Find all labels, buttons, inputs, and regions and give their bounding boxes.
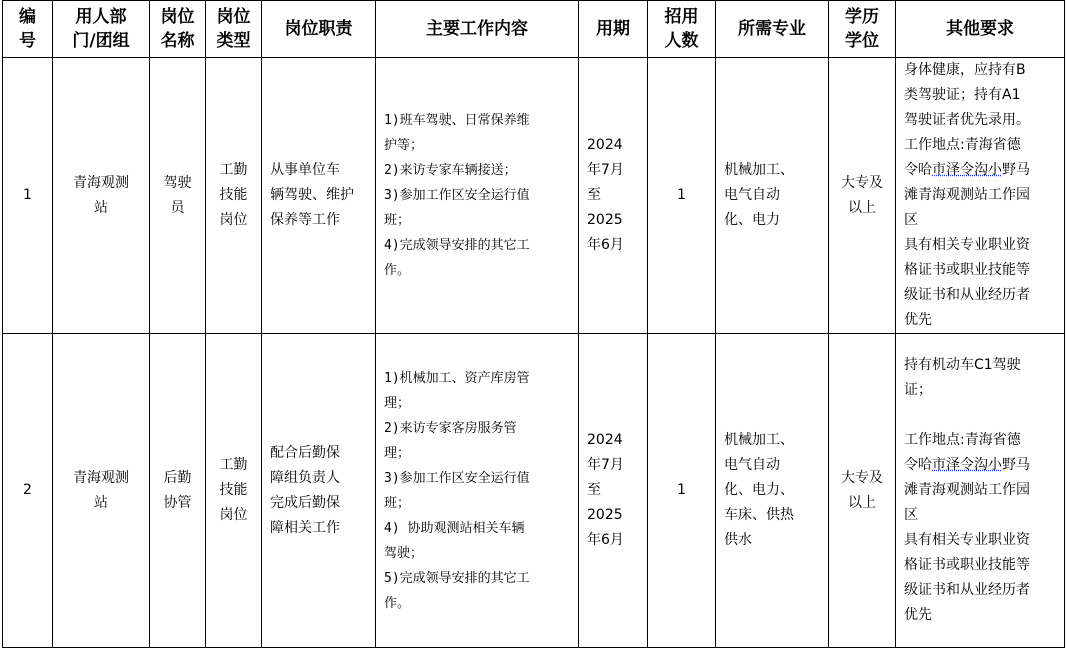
cell-duty: 从事单位车 辆驾驶、维护 保养等工作 [262, 58, 376, 334]
cell-major: 机械加工、 电气自动 化、电力 [716, 58, 829, 334]
cell-dept: 青海观测 站 [53, 58, 150, 334]
header-duty: 岗位职责 [262, 1, 376, 58]
cell-type: 工勤 技能 岗位 [206, 58, 262, 334]
cell-degree: 大专及 以上 [829, 334, 896, 648]
cell-duty: 配合后勤保 障组负责人 完成后勤保 障相关工作 [262, 334, 376, 648]
header-degree: 学历 学位 [829, 1, 896, 58]
cell-major: 机械加工、 电气自动 化、电力、 车床、供热 供水 [716, 334, 829, 648]
header-other: 其他要求 [896, 1, 1065, 58]
cell-id: 1 [3, 58, 53, 334]
header-period: 用期 [579, 1, 648, 58]
work-location-line: 令哈市泽令沟小野马 [904, 457, 1030, 473]
table-row [3, 334, 1065, 648]
job-table [2, 0, 1065, 648]
cell-degree: 大专及 以上 [829, 58, 896, 334]
header-type: 岗位 类型 [206, 1, 262, 58]
header-position: 岗位 名称 [150, 1, 206, 58]
cell-period: 2024 年7月 至 2025 年6月 [579, 334, 648, 648]
header-row [3, 1, 1065, 58]
cell-position: 驾驶 员 [150, 58, 206, 334]
cell-count: 1 [648, 58, 716, 334]
cell-id: 2 [3, 334, 53, 648]
header-id: 编 号 [3, 1, 53, 58]
header-count: 招用 人数 [648, 1, 716, 58]
cell-count: 1 [648, 334, 716, 648]
header-work: 主要工作内容 [376, 1, 579, 58]
cell-work: 1)班车驾驶、日常保养维 护等； 2)来访专家车辆接送； 3)参加工作区安全运行值 班； 4)完成领导安排的其它工 作。 [376, 58, 579, 334]
cell-dept: 青海观测 站 [53, 334, 150, 648]
cell-period: 2024 年7月 至 2025 年6月 [579, 58, 648, 334]
cell-other: 持有机动车C1驾驶 证； 工作地点:青海省德 令哈市泽令沟小野马 滩青海观测站工作园 区 具有相关专业职业资 格证书或职业技能等 级证书和从业经历者 优先 [896, 334, 1065, 648]
cell-type: 工勤 技能 岗位 [206, 334, 262, 648]
cell-position: 后勤 协管 [150, 334, 206, 648]
cell-other: 身体健康，应持有B 类驾驶证；持有A1 驾驶证者优先录用。 工作地点:青海省德 令哈市泽令沟小野马 滩青海观测站工作园 区 具有相关专业职业资 格证书或职业技能等 级证书和从业经历者 优先 [896, 58, 1065, 334]
header-major: 所需专业 [716, 1, 829, 58]
cell-work: 1)机械加工、资产库房管 理； 2)来访专家客房服务管 理； 3)参加工作区安全运行值 班； 4) 协助观测站相关车辆 驾驶； 5)完成领导安排的其它工 作。 [376, 334, 579, 648]
table-row [3, 58, 1065, 334]
header-dept: 用人部 门/团组 [53, 1, 150, 58]
work-location-line: 令哈市泽令沟小野马 [904, 162, 1030, 178]
